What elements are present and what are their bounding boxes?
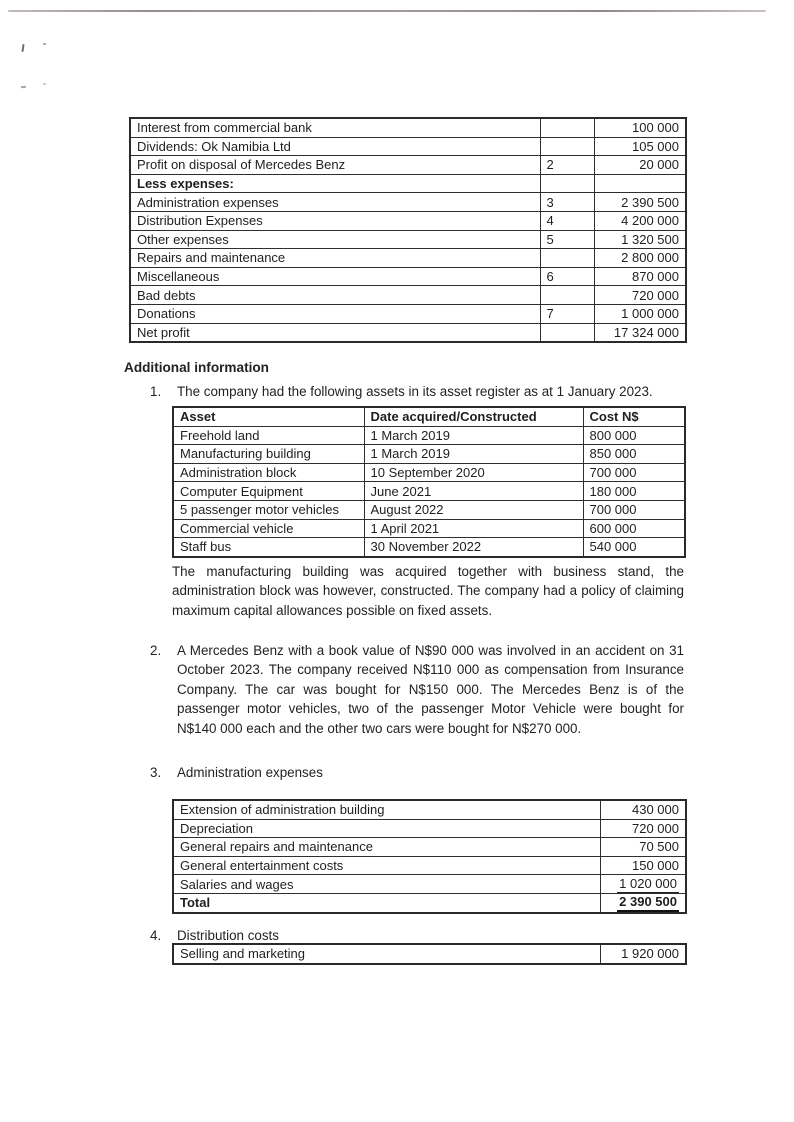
scan-speck — [21, 86, 26, 89]
row-amount: 4 200 000 — [594, 211, 686, 230]
row-cell: 850 000 — [583, 445, 685, 464]
table-row — [130, 249, 686, 268]
row-label: General repairs and maintenance — [173, 838, 600, 857]
row-label: Interest from commercial bank — [130, 118, 540, 137]
row-cell: 180 000 — [583, 482, 685, 501]
row-cell: 600 000 — [583, 519, 685, 538]
asset-table-header-asset: Asset — [173, 407, 364, 426]
row-label: Total — [173, 893, 600, 913]
row-label: Donations — [130, 304, 540, 323]
asset-table-body — [173, 426, 685, 557]
row-cell: August 2022 — [364, 500, 583, 519]
administration-expenses-table-body — [173, 800, 686, 913]
row-amount: 1 320 500 — [594, 230, 686, 249]
row-note-ref — [540, 249, 594, 268]
asset-table-header-row — [173, 407, 685, 426]
table-row — [173, 800, 686, 819]
row-label: Administration expenses — [130, 193, 540, 212]
table-row — [130, 211, 686, 230]
row-note-ref — [540, 323, 594, 342]
scan-artifact-top-line — [8, 10, 766, 12]
table-row — [173, 819, 686, 838]
row-label: General entertainment costs — [173, 856, 600, 875]
scan-speck — [43, 43, 46, 45]
table-row — [130, 304, 686, 323]
row-cell: June 2021 — [364, 482, 583, 501]
row-label: Dividends: Ok Namibia Ltd — [130, 137, 540, 156]
table-row — [130, 267, 686, 286]
row-label: Other expenses — [130, 230, 540, 249]
row-cell: Manufacturing building — [173, 445, 364, 464]
table-row — [173, 426, 685, 445]
row-note-ref: 3 — [540, 193, 594, 212]
list-item-3-text: Administration expenses — [177, 765, 323, 780]
row-amount: 1 920 000 — [600, 944, 686, 964]
row-cell: 1 March 2019 — [364, 445, 583, 464]
table-row — [130, 137, 686, 156]
row-cell: Freehold land — [173, 426, 364, 445]
distribution-costs-table-body — [173, 944, 686, 964]
row-cell: 1 March 2019 — [364, 426, 583, 445]
row-cell: Administration block — [173, 463, 364, 482]
row-note-ref: 6 — [540, 267, 594, 286]
row-amount: 2 800 000 — [594, 249, 686, 268]
list-item-2 — [150, 641, 684, 738]
table-row — [130, 156, 686, 175]
row-label: Distribution Expenses — [130, 211, 540, 230]
row-amount — [594, 174, 686, 193]
row-amount: 720 000 — [594, 286, 686, 305]
row-cell: Staff bus — [173, 538, 364, 557]
row-label: Less expenses: — [130, 174, 540, 193]
table-row — [130, 323, 686, 342]
table-row — [173, 500, 685, 519]
table-row — [173, 875, 686, 894]
table-row — [130, 286, 686, 305]
row-note-ref: 4 — [540, 211, 594, 230]
row-label: Selling and marketing — [173, 944, 600, 964]
administration-expenses-table — [172, 799, 687, 914]
scan-speck — [21, 44, 24, 52]
row-cell: 30 November 2022 — [364, 538, 583, 557]
row-label: Miscellaneous — [130, 267, 540, 286]
list-item-3 — [150, 763, 684, 782]
asset-table-header-cost: Cost N$ — [583, 407, 685, 426]
row-amount: 430 000 — [600, 800, 686, 819]
table-row — [130, 193, 686, 212]
row-amount: 1 000 000 — [594, 304, 686, 323]
row-label: Profit on disposal of Mercedes Benz — [130, 156, 540, 175]
row-cell: 700 000 — [583, 500, 685, 519]
list-item-2-number: 2. — [150, 643, 162, 658]
row-amount: 2 390 500 — [594, 193, 686, 212]
row-amount: 105 000 — [594, 137, 686, 156]
table-row — [130, 230, 686, 249]
item-1-paragraph: The manufacturing building was acquired together with business stand, the administration block was however, constructed. The company had a policy of claiming maximum capital allowances possible on fixed assets. — [172, 564, 684, 618]
table-row — [173, 838, 686, 857]
row-amount: 150 000 — [600, 856, 686, 875]
table-row — [130, 118, 686, 137]
scan-speck — [43, 83, 46, 85]
table-row — [173, 893, 686, 913]
list-item-4-text: Distribution costs — [177, 928, 279, 943]
row-label: Net profit — [130, 323, 540, 342]
list-item-2-text: A Mercedes Benz with a book value of N$90 000 was involved in an accident on 31 October 2023. The company received N$110 000 as compensation from Insurance Company. The car was bought for N$150 000. The Mercedes Benz is of the passenger motor vehicles, two of the passenger Motor Vehicle were bought for N$140 000 each and the other two cars were bought for N$270 000. — [177, 643, 684, 736]
row-note-ref — [540, 174, 594, 193]
asset-register-table — [172, 406, 686, 558]
list-item-3-number: 3. — [150, 765, 162, 780]
list-item-1-number: 1. — [150, 384, 162, 399]
table-row — [173, 538, 685, 557]
row-amount: 20 000 — [594, 156, 686, 175]
row-cell: 1 April 2021 — [364, 519, 583, 538]
income-statement-table — [129, 117, 687, 343]
row-label: Depreciation — [173, 819, 600, 838]
row-amount: 100 000 — [594, 118, 686, 137]
distribution-costs-table — [172, 943, 687, 965]
row-amount: 70 500 — [600, 838, 686, 857]
table-row — [173, 944, 686, 964]
underlined-amount: 2 390 500 — [617, 894, 679, 912]
row-cell: Commercial vehicle — [173, 519, 364, 538]
row-cell: 540 000 — [583, 538, 685, 557]
row-amount: 720 000 — [600, 819, 686, 838]
list-item-4-number: 4. — [150, 928, 162, 943]
table-row — [173, 463, 685, 482]
list-item-1-text: The company had the following assets in its asset register as at 1 January 2023. — [177, 384, 653, 399]
table-row — [173, 519, 685, 538]
row-label: Extension of administration building — [173, 800, 600, 819]
table-row — [173, 445, 685, 464]
asset-table-header-date: Date acquired/Constructed — [364, 407, 583, 426]
row-note-ref: 5 — [540, 230, 594, 249]
row-amount: 870 000 — [594, 267, 686, 286]
row-note-ref — [540, 137, 594, 156]
row-label: Bad debts — [130, 286, 540, 305]
row-cell: 700 000 — [583, 463, 685, 482]
row-amount — [600, 893, 686, 913]
row-cell: Computer Equipment — [173, 482, 364, 501]
row-cell: 5 passenger motor vehicles — [173, 500, 364, 519]
additional-information-heading: Additional information — [124, 360, 269, 375]
list-item-1 — [150, 382, 684, 401]
income-statement-table-body — [130, 118, 686, 342]
table-row — [173, 482, 685, 501]
row-note-ref: 2 — [540, 156, 594, 175]
row-note-ref: 7 — [540, 304, 594, 323]
row-note-ref — [540, 286, 594, 305]
table-row — [173, 856, 686, 875]
table-row — [130, 174, 686, 193]
row-label: Salaries and wages — [173, 875, 600, 894]
row-note-ref — [540, 118, 594, 137]
row-amount: 17 324 000 — [594, 323, 686, 342]
row-cell: 800 000 — [583, 426, 685, 445]
row-label: Repairs and maintenance — [130, 249, 540, 268]
row-amount — [600, 875, 686, 894]
underlined-amount: 1 020 000 — [619, 875, 677, 891]
row-cell: 10 September 2020 — [364, 463, 583, 482]
